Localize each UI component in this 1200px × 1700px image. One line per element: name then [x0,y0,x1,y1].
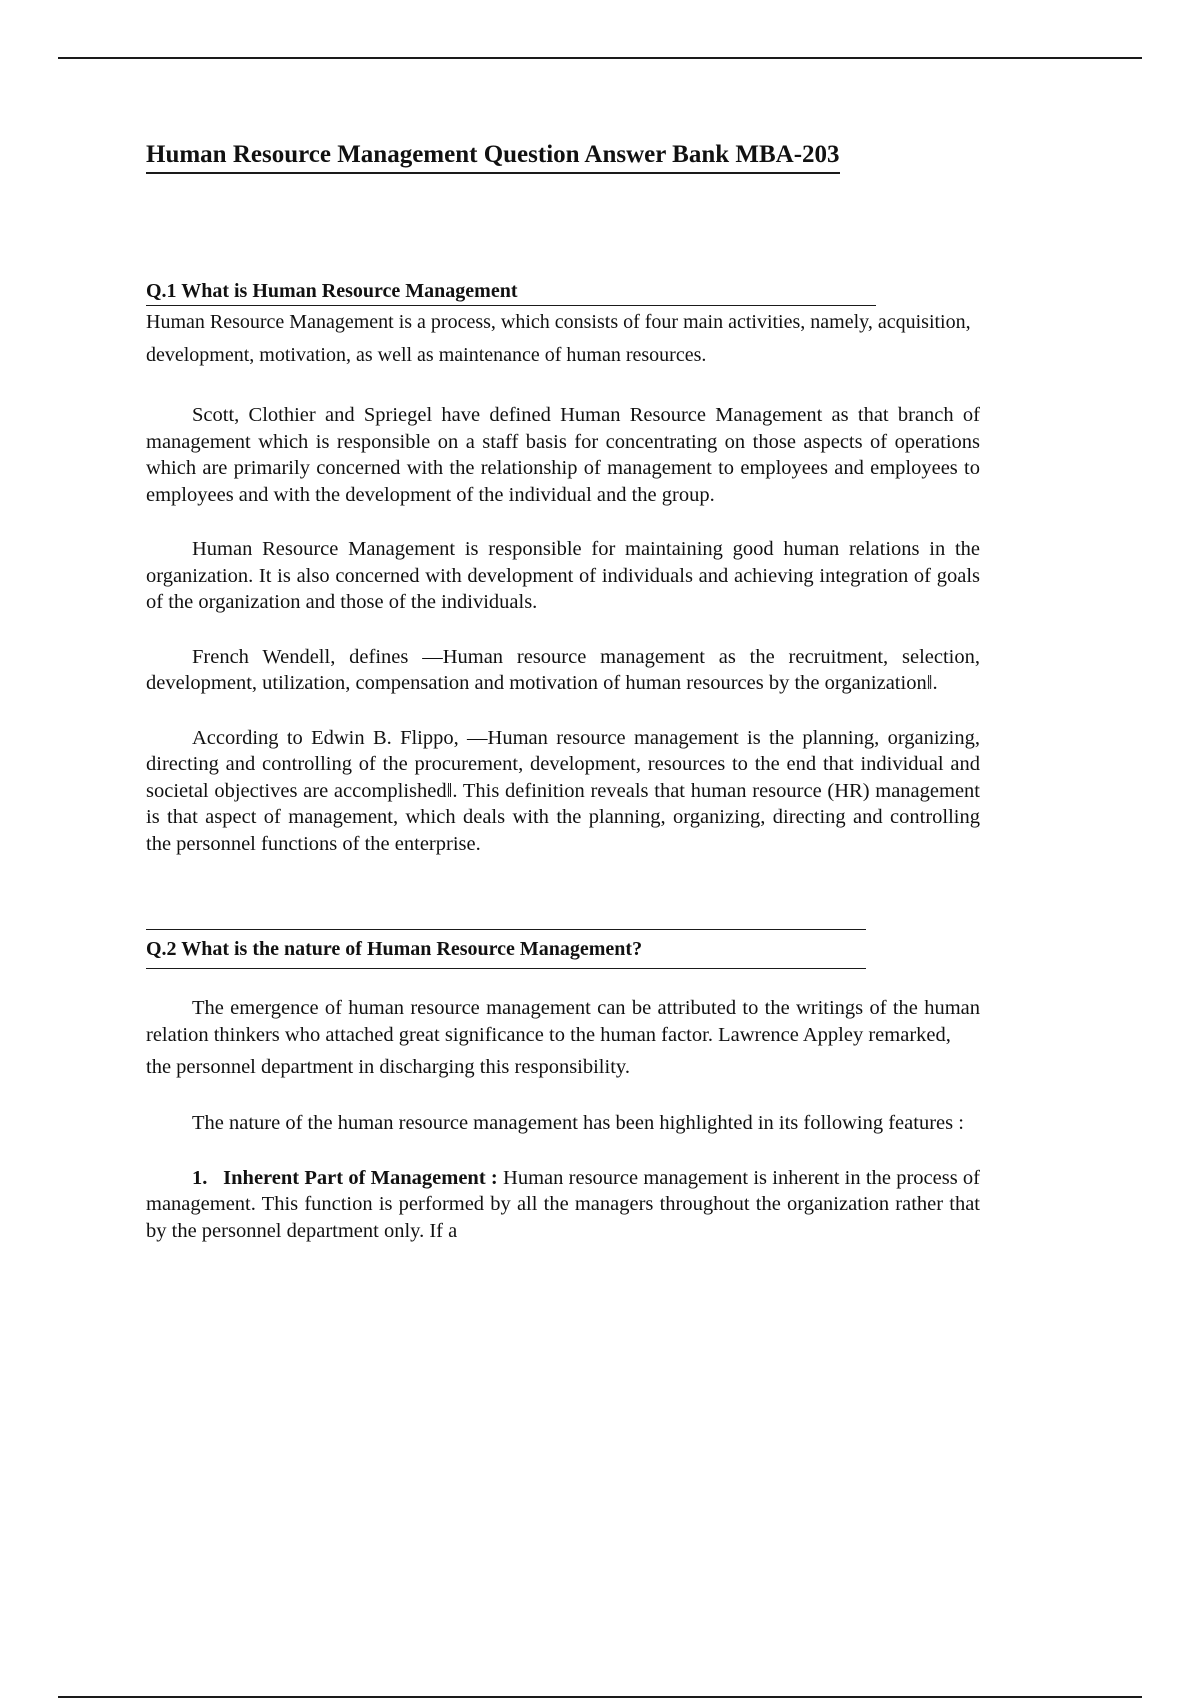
feature-text: Human resource management is inherent in the process of management. This function is performed by all the managers throughout the organization rather that by the personnel department only. If a [146,1166,981,1242]
top-rule [58,57,1142,59]
question-2-heading: Q.2 What is the nature of Human Resource Management? [146,929,866,969]
document-title: Human Resource Management Question Answer Bank MBA-203 [146,140,840,174]
question-2-continuation-line: the personnel department in discharging this responsibility. [146,1056,630,1078]
question-2-paragraph: The nature of the human resource management has been highlighted in its following features : [192,1112,964,1134]
question-2-paragraph: The emergence of human resource management can be attributed to the writings of the human relation thinkers who attached great significance to the human factor. Lawrence Appley remarked, [146,997,980,1046]
document-body [146,140,980,1244]
question-1-intro: Human Resource Management is a process, which consists of four main activities, namely, acquisition, development, motivation, as well as maintenance of human resources. [146,311,971,366]
bottom-rule [58,1696,1142,1698]
question-2-section [146,929,980,1244]
question-1-section [146,278,980,857]
feature-item [146,1165,980,1245]
feature-term: Inherent Part of Management : [223,1166,498,1189]
question-1-paragraph: According to Edwin B. Flippo, ―Human resource management is the planning, organizing, directing and controlling of the procurement, development, resources to the end that individual and societal objectives are accomplished‖. This definition reveals that human resource (HR) management is that aspect of management, which deals with the planning, organizing, directing and controlling the personnel functions of the enterprise. [146,726,980,855]
question-1-paragraph: Scott, Clothier and Spriegel have defined Human Resource Management as that branch of management which is responsible on a staff basis for concentrating on those aspects of operations which are primarily concerned with the relationship of management to employees and employees to employees and with the development of the individual and the group. [146,404,980,506]
question-1-paragraph: Human Resource Management is responsible for maintaining good human relations in the organization. It is also concerned with development of individuals and achieving integration of goals of the organization and those of the individuals. [146,538,980,613]
feature-number: 1. [192,1166,208,1189]
question-1-paragraph: French Wendell, defines ―Human resource management as the recruitment, selection, development, utilization, compensation and motivation of human resources by the organization‖. [146,645,980,694]
question-1-heading: Q.1 What is Human Resource Management [146,278,876,306]
